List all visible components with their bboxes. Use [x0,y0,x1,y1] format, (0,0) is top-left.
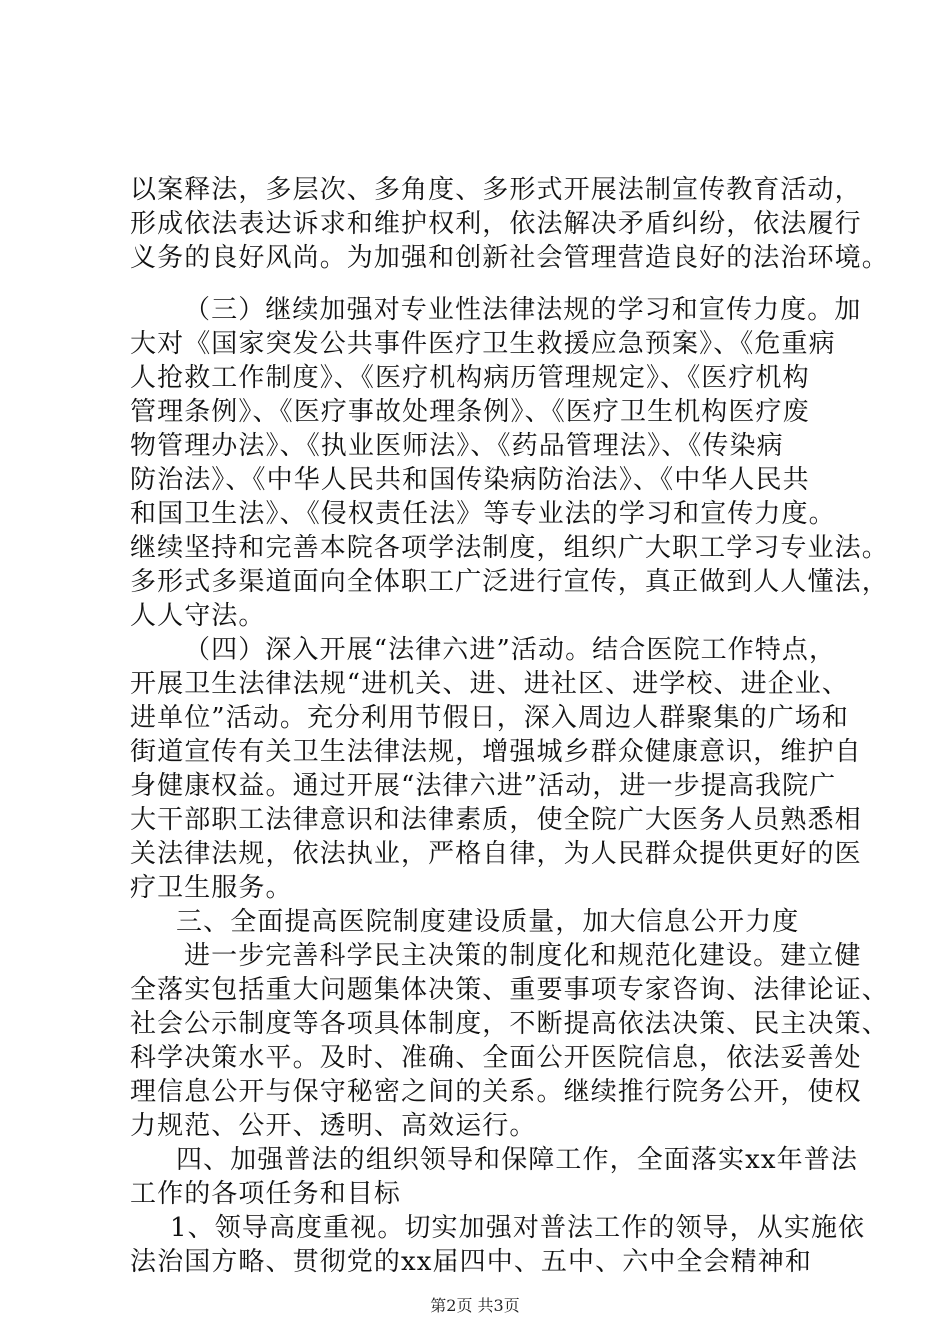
text-line: 法治国方略、贯彻党的xx届四中、五中、六中全会精神和 [130,1247,812,1277]
text-line: 进单位”活动。充分利用节假日，深入周边人群聚集的广场和 [130,703,849,733]
text-line: 理信息公开与保守秘密之间的关系。继续推行院务公开，使权 [130,1077,862,1107]
text-line: 全落实包括重大问题集体决策、重要事项专家咨询、法律论证、 [130,975,889,1005]
text-line: 以案释法，多层次、多角度、多形式开展法制宣传教育活动， [130,175,862,205]
page-number-footer: 第2页 共3页 [430,1296,520,1315]
text-line: 形成依法表达诉求和维护权利，依法解决矛盾纠纷，依法履行 [130,209,862,239]
text-line: （四）深入开展“法律六进”活动。结合医院工作特点， [184,635,837,665]
text-line: 街道宣传有关卫生法律法规，增强城乡群众健康意识，维护自 [130,737,862,767]
text-line: 大干部职工法律意识和法律素质，使全院广大医务人员熟悉相 [130,805,862,835]
text-line: 科学决策水平。及时、准确、全面公开医院信息，依法妥善处 [130,1043,862,1073]
text-line: 力规范、公开、透明、高效运行。 [130,1111,537,1141]
text-line: 继续坚持和完善本院各项学法制度，组织广大职工学习专业法。 [130,533,889,563]
text-line: 防治法》、《中华人民共和国传染病防治法》、《中华人民共 [130,465,810,495]
text-line: 多形式多渠道面向全体职工广泛进行宣传，真正做到人人懂法， [130,567,889,597]
text-line: 物管理办法》、《执业医师法》、《药品管理法》、《传染病 [130,431,784,461]
text-line: 义务的良好风尚。为加强和创新社会管理营造良好的法治环境。 [130,243,889,273]
section-heading: 四、加强普法的组织领导和保障工作，全面落实xx年普法 [176,1145,858,1175]
text-line: 进一步完善科学民主决策的制度化和规范化建设。建立健 [184,941,862,971]
section-heading-continued: 工作的各项任务和目标 [130,1179,402,1209]
text-line: 和国卫生法》、《侵权责任法》等专业法的学习和宣传力度。 [130,499,836,529]
text-line: 1、领导高度重视。切实加强对普法工作的领导，从实施依 [170,1213,866,1243]
section-heading: 三、全面提高医院制度建设质量，加大信息公开力度 [176,907,800,937]
text-line: 关法律法规，依法执业，严格自律，为人民群众提供更好的医 [130,839,862,869]
text-line: 身健康权益。通过开展“法律六进”活动，进一步提高我院广 [130,771,837,801]
text-line: 社会公示制度等各项具体制度，不断提高依法决策、民主决策、 [130,1009,889,1039]
text-line: 人人守法。 [130,601,266,631]
text-line: 人抢救工作制度》、《医疗机构病历管理规定》、《医疗机构 [130,363,810,393]
text-line: 开展卫生法律法规“进机关、进、进社区、进学校、进企业、 [130,669,849,699]
text-line: 管理条例》、《医疗事故处理条例》、《医疗卫生机构医疗废 [130,397,810,427]
text-line: （三）继续加强对专业性法律法规的学习和宣传力度。加 [184,295,862,325]
text-line: 大对《国家突发公共事件医疗卫生救援应急预案》、《危重病 [130,329,836,359]
text-line: 疗卫生服务。 [130,873,293,903]
